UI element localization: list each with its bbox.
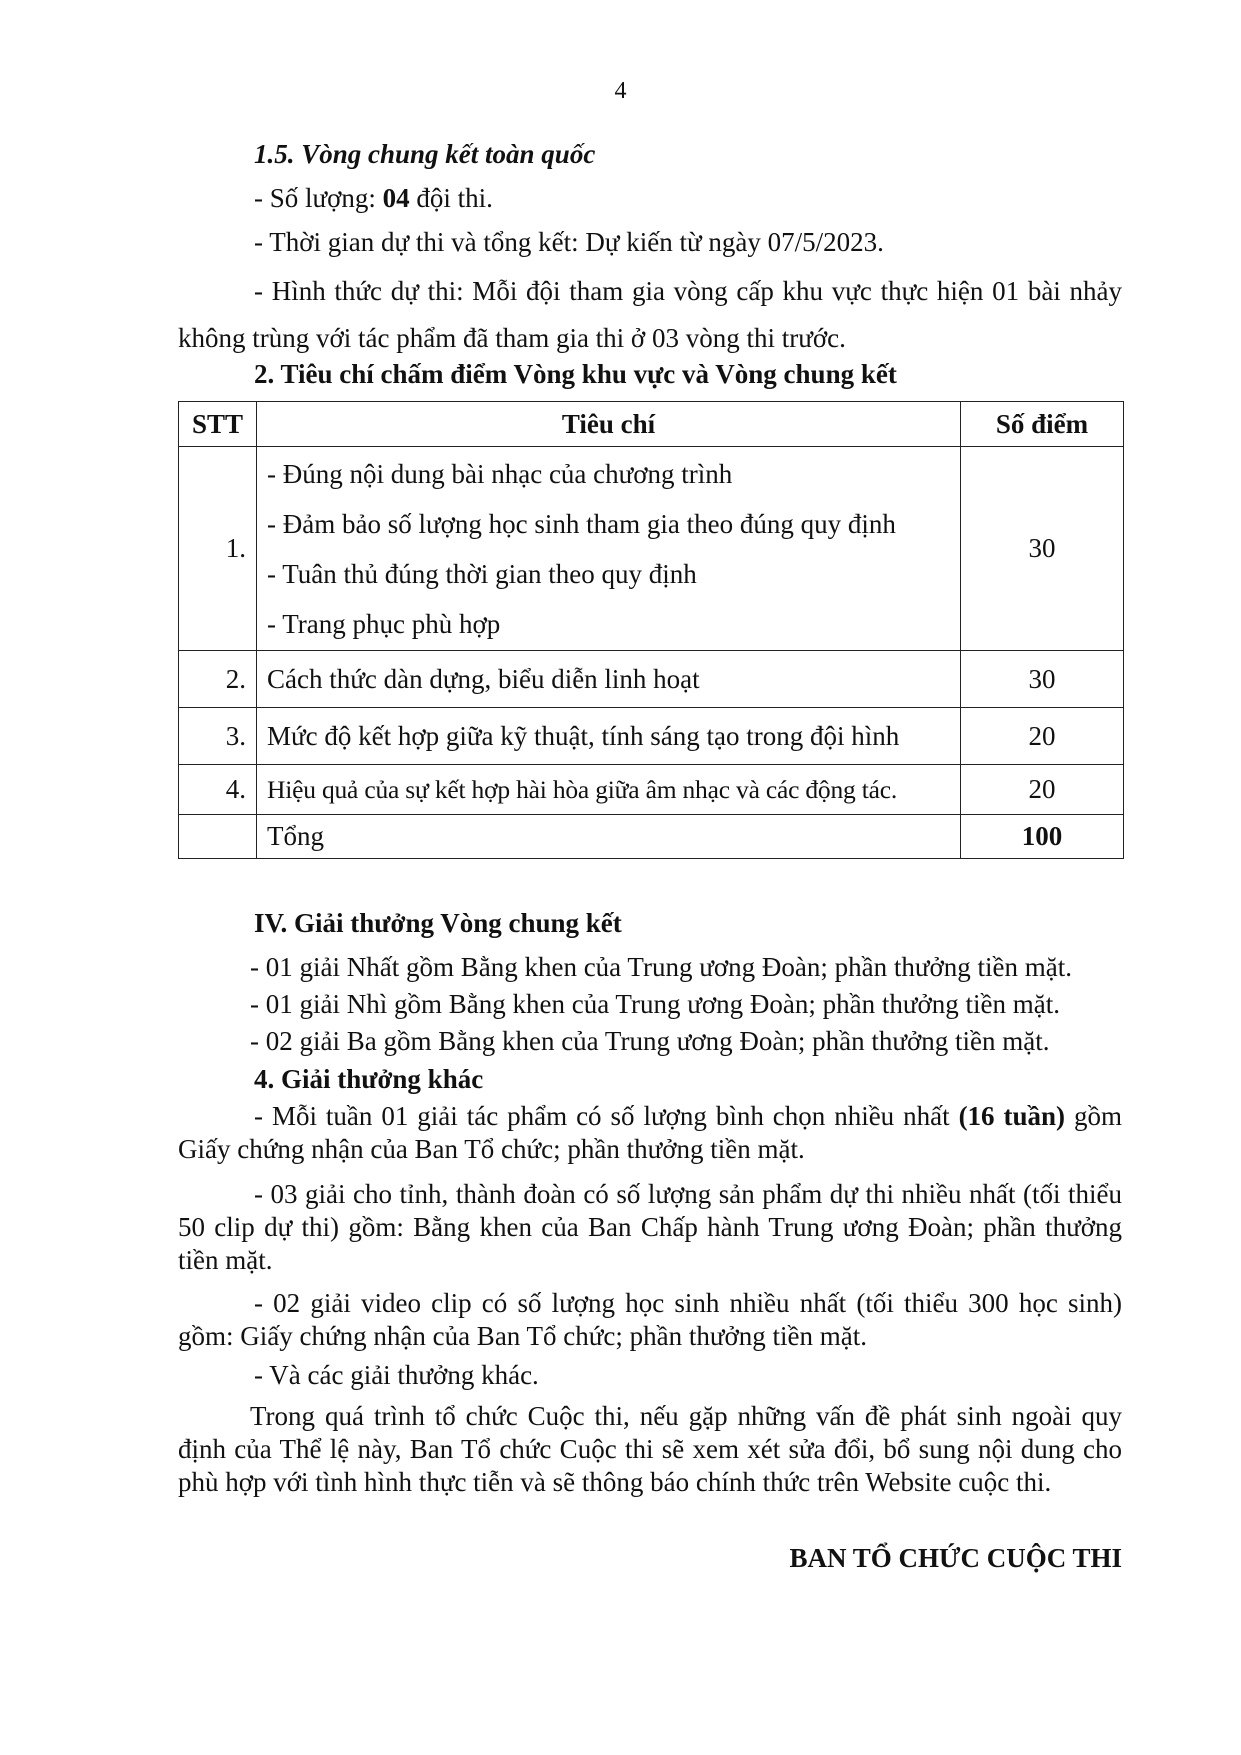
others-line: - Và các giải thưởng khác.: [254, 1360, 539, 1390]
award-item: - 01 giải Nhì gồm Bằng khen của Trung ương Đoàn; phần thưởng tiền mặt.: [250, 989, 1060, 1019]
criterion-item: - Tuân thủ đúng thời gian theo quy định: [267, 558, 697, 589]
row-stt: 4.: [179, 765, 257, 815]
criterion-item: - Đảm bảo số lượng học sinh tham gia theo đúng quy định: [267, 508, 896, 539]
heading-awards: IV. Giải thưởng Vòng chung kết: [254, 908, 622, 938]
criterion-item: - Trang phục phù hợp: [267, 608, 501, 639]
criterion-item: - Đúng nội dung bài nhạc của chương trình: [267, 458, 733, 489]
form-text: - Hình thức dự thi: Mỗi đội tham gia vòng cấp khu vực thực hiện 01 bài nhảy không trùng với tác phẩm đã tham gia thi ở 03 vòng thi trước.: [178, 276, 1122, 353]
row-stt: 3.: [179, 708, 257, 765]
province-text: - 03 giải cho tỉnh, thành đoàn có số lượng sản phẩm dự thi nhiều nhất (tối thiểu 50 clip dự thi) gồm: Bằng khen của Ban Chấp hành Trung ương Đoàn; phần thưởng tiền mặt.: [178, 1179, 1122, 1275]
video-award-paragraph: [178, 1287, 1122, 1353]
weekly-suffix: gồm Giấy chứng nhận của Ban Tổ chức; phần thưởng tiền mặt.: [178, 1101, 1122, 1164]
quantity-suffix: đội thi.: [409, 183, 493, 213]
signature: BAN TỔ CHỨC CUỘC THI: [789, 1543, 1122, 1573]
time-line: - Thời gian dự thi và tổng kết: Dự kiến từ ngày 07/5/2023.: [254, 227, 884, 257]
heading-other-awards: 4. Giải thưởng khác: [254, 1064, 484, 1094]
weekly-prefix: - Mỗi tuần 01 giải tác phẩm có số lượng bình chọn nhiều nhất: [254, 1101, 959, 1131]
total-label: Tổng: [257, 815, 961, 859]
header-stt: STT: [179, 402, 257, 447]
closing-text: Trong quá trình tổ chức Cuộc thi, nếu gặp những vấn đề phát sinh ngoài quy định của Thể lệ này, Ban Tổ chức Cuộc thi sẽ xem xét sửa đổi, bổ sung nội dung cho phù hợp với tình hình thực tiễn và sẽ thông báo chính thức trên Website cuộc thi.: [178, 1401, 1122, 1497]
video-text: - 02 giải video clip có số lượng học sinh nhiều nhất (tối thiểu 300 học sinh) gồm: Giấy chứng nhận của Ban Tổ chức; phần thưởng tiền mặt.: [178, 1288, 1122, 1351]
row-criterion: Hiệu quả của sự kết hợp hài hòa giữa âm nhạc và các động tác.: [257, 765, 961, 815]
table-header-row: [179, 402, 1124, 447]
award-item: - 01 giải Nhất gồm Bằng khen của Trung ương Đoàn; phần thưởng tiền mặt.: [250, 952, 1072, 982]
row-stt: 2.: [179, 651, 257, 708]
quantity-value: 04: [382, 183, 410, 213]
table-row: [179, 651, 1124, 708]
page-number: 4: [614, 78, 627, 104]
heading-criteria: 2. Tiêu chí chấm điểm Vòng khu vực và Vòng chung kết: [254, 359, 897, 389]
row-points: 30: [961, 447, 1124, 651]
row-points: 20: [961, 708, 1124, 765]
row-criterion: Cách thức dàn dựng, biểu diễn linh hoạt: [257, 651, 961, 708]
heading-1-5: 1.5. Vòng chung kết toàn quốc: [254, 139, 596, 169]
criteria-table: [178, 401, 1124, 859]
row-criterion: Mức độ kết hợp giữa kỹ thuật, tính sáng tạo trong đội hình: [257, 708, 961, 765]
weekly-award-paragraph: [178, 1100, 1122, 1166]
row-stt: 1.: [179, 447, 257, 651]
closing-paragraph: [178, 1400, 1122, 1499]
row-criterion: [257, 447, 961, 651]
table-row: [179, 765, 1124, 815]
quantity-prefix: - Số lượng:: [254, 183, 383, 213]
award-item: - 02 giải Ba gồm Bằng khen của Trung ương Đoàn; phần thưởng tiền mặt.: [250, 1026, 1050, 1056]
total-points: 100: [961, 815, 1124, 859]
row-points: 20: [961, 765, 1124, 815]
row-points: 30: [961, 651, 1124, 708]
total-stt-empty: [179, 815, 257, 859]
weekly-bold: (16 tuần): [958, 1101, 1066, 1131]
header-points: Số điểm: [961, 402, 1124, 447]
province-award-paragraph: [178, 1178, 1122, 1277]
form-paragraph: [178, 268, 1122, 362]
quantity-line: [178, 181, 1122, 215]
header-criterion: Tiêu chí: [257, 402, 961, 447]
table-row: [179, 708, 1124, 765]
total-row: [179, 815, 1124, 859]
table-row: [179, 447, 1124, 651]
